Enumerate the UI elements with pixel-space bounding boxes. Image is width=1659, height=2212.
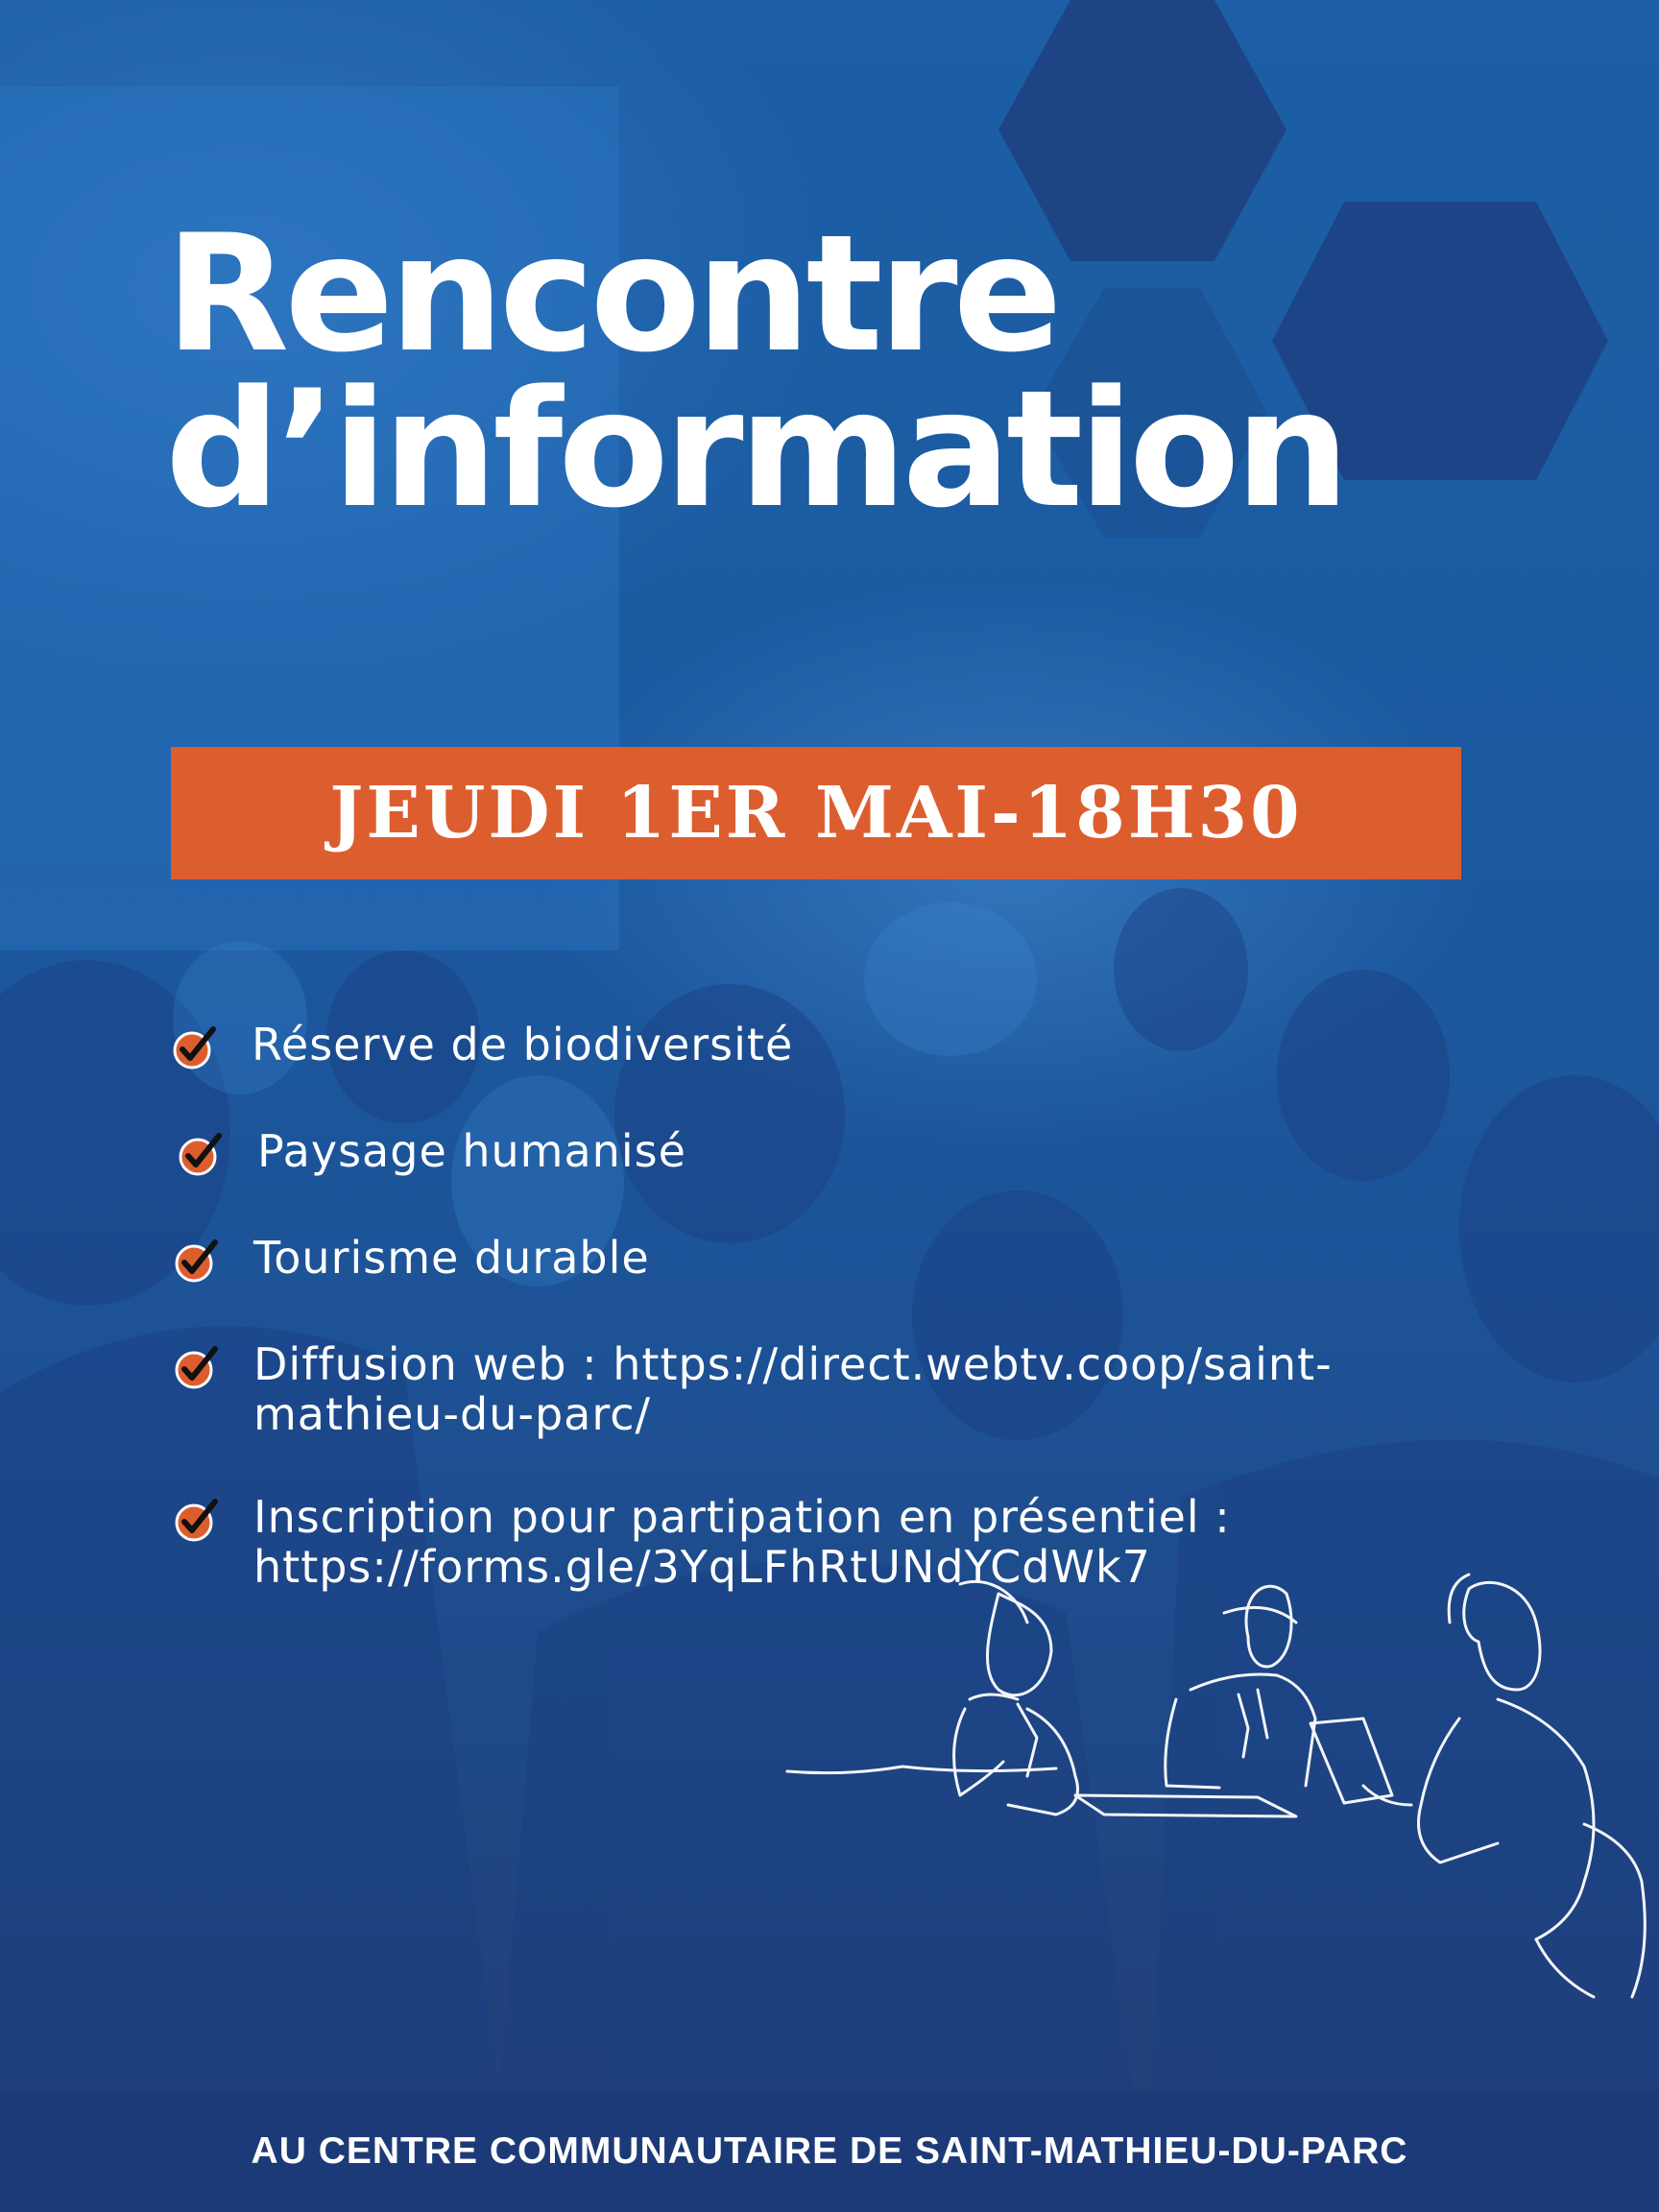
audience-silhouette [1277, 970, 1450, 1181]
list-item [173, 1492, 1231, 1592]
audience-silhouette [499, 1560, 1133, 2091]
list-item-text [253, 1339, 1333, 1439]
list-item [177, 1126, 686, 1178]
event-date: JEUDI 1ER MAI-18H30 [329, 772, 1303, 854]
webcast-line-2: mathieu-du-parc/ [253, 1388, 652, 1440]
list-item [173, 1233, 650, 1285]
list-item [171, 1020, 793, 1071]
list-item-text: Tourisme durable [253, 1232, 650, 1284]
list-item-text: Paysage humanisé [257, 1125, 686, 1177]
check-icon [177, 1132, 223, 1178]
audience-silhouette [0, 1326, 499, 2091]
poster-title [165, 200, 1345, 543]
date-banner [171, 747, 1461, 879]
footer-bar [0, 2091, 1659, 2212]
venue-text: AU CENTRE COMMUNAUTAIRE DE SAINT-MATHIEU-DU-PARC [251, 2130, 1408, 2172]
check-icon [173, 1345, 219, 1391]
check-icon [171, 1025, 217, 1071]
webcast-line-1: Diffusion web : https://direct.webtv.coop/saint- [253, 1338, 1333, 1390]
title-line-2: d’information [165, 355, 1345, 543]
registration-line-2: https://forms.gle/3YqLFhRtUNdYCdWk7 [253, 1541, 1151, 1593]
list-item-text: Réserve de biodiversité [252, 1019, 794, 1070]
audience-silhouette [1114, 888, 1248, 1051]
list-item [173, 1339, 1333, 1439]
audience-silhouette [1459, 1075, 1659, 1382]
list-item-text [253, 1492, 1231, 1592]
check-icon [173, 1498, 219, 1544]
audience-silhouette [173, 941, 307, 1094]
check-icon [173, 1238, 219, 1285]
registration-line-1: Inscription pour partipation en présentiel : [253, 1491, 1231, 1543]
title-line-1: Rencontre [165, 200, 1058, 388]
audience-silhouette [864, 902, 1037, 1056]
